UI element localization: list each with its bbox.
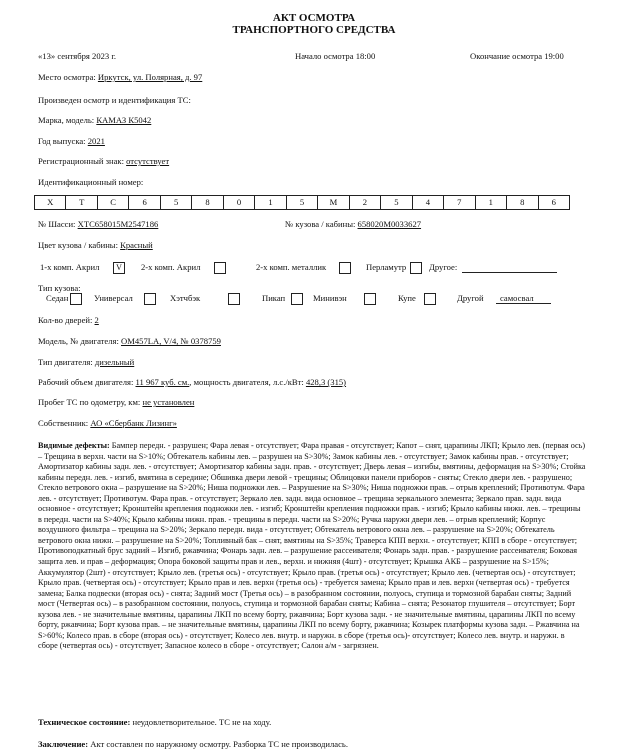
year-of-manufacture <box>38 136 105 147</box>
paint-other-line[interactable] <box>462 272 557 273</box>
paint-opt3-checkbox[interactable] <box>339 262 351 274</box>
doors-count <box>38 315 99 326</box>
engine-model-label: Модель, № двигателя: <box>38 336 122 346</box>
mileage-label: Пробег ТС по одометру, км: <box>38 397 143 407</box>
body-color <box>38 240 153 251</box>
doors-value: 2 <box>94 315 99 325</box>
vin-cell: М <box>318 196 349 209</box>
vin-cell: С <box>98 196 129 209</box>
tech-value: неудовлетворительное. ТС не на ходу. <box>130 717 272 727</box>
vin-cell: 5 <box>161 196 192 209</box>
doc-title-line1: АКТ ОСМОТРА <box>272 12 356 24</box>
defects-text: Бампер передн. - разрушен; Фара левая - отсутствует; Фара правая - отсутствует; Капот – снят, царапины ЛКП; Крыло лев. (первая ось) – Трещина в верхн. части на S>10%; Обтекатель кабины лев. – разрушен на S>30%; Замок кабины лев. - отсутствует; Замок кабины прав. - отсутствует; Амортизатор кабины задн. лев. - отсутствует; Амортизатор кабины задн. прав. - отсутствует; Дверь левая – изгибы, вмятины, деформация на S>30%; Стойка кабины передн. лев. - изгиб, вмятина в середине; Обшивка двери левой - трещины; Облицовки панели приборов - сняты; Стекло двери лев. - разрушено; Стекло ветрового окна – разрушение на S>20%; Ниша подножки лев. – Разрушение на S>30%; Ниша подножки прав. – отрыв креплений; Противотум. Фара лев. - отсутствует; Противотум. Фара прав. - отсутствует; Зеркало лев. задн. вида основное – трещина зеркального элемента; Зеркало прав. задн. вида основное - отсутствует; Кронштейн крепления подножки лев. - изгиб; Кронштейн крепления подножки прав. - изгиб; Крыло кабины нижн. лев. – трещины в передн. части на S>40%; Крыло кабины нижн. прав. - трещины в передн. части на S>20%; Ручка наружн двери лев. – отрыв креплений; Корпус воздушного фильтра – трещина на S>20%; Зеркало передн. вида - отсутствует; Обтекатель ветрового окна лев. – разрушение на S>20%; Обтекатель ветрового окна нижн. – разрушение на S>20%; Топливный бак – снят, вмятины на S>35%; Траверса КПП верхн. - отсутствует; КПП в сборе - отсутствует; Противоподкатный брус задний – Изгиб, ржавчина; Фонарь задн. лев. – разрушение рассеивателя; Фонарь задн. прав. - разрушение рассеивателя; Боковая защита лев. и прав – деформация; Опора боковой защиты прав и лев., верхн. и нижняя (4шт) - отсутствует; Крышка АКБ – разрушение на S>15%; Аккумулятор (2шт) - отсутствует; Крыло лев. (третья ось) - отсутствует; Крыло прав. (третья ось) - отсутствует; Крыло лев. (четвертая ось) - отсутствует; Крыло прав. (четвертая ось) - отсутствует; Крыло прав и лев. верхн (третья ось) - требуется замена; Крыло прав и лев. верхн (четвертая ось) - требуется замена; Балка подвески (вторая ось) - снята; Задний мост (Третья ось) – в разобранном состоянии, полуось, ступица и тормозной барабан сняты; Задний мост (Четвертая ось) – в разобранном состоянии, полуось, ступица и тормозной барабан сняты; Кабина – снята; Резонатор глушителя – отсутствует; Борт кузова лев. - не значительные вмятины, царапины ЛКП по всему борту, ржавчина; Борт кузова задн. - не значительные вмятины, царапины ЛКП по всему борту, ржавчина; Борт кузова прав. – не значительные вмятины, царапины ЛКП по всему борту, ржавчина; Козырек платформы кузова задн. – Ржавчина на S>60%; Колесо прав. в сборе (вторая ось) - отсутствует; Колесо лев. внутр. и наружн. в сборе (третья ось)- отсутствует; Колесо лев. внутр. и наружн. в сборе (четвертая ось) - отсутствует; Запасное колесо в сборе - отсутствует; Салон а/м - загрязнен. <box>38 441 586 651</box>
mileage-value: не установлен <box>142 397 195 407</box>
paint-opt1-label: 1-х комп. Акрил <box>40 262 100 272</box>
pickup-checkbox[interactable] <box>291 293 303 305</box>
body-label: № кузова / кабины: <box>285 219 358 229</box>
body-type-other-value: самосвал <box>500 293 534 303</box>
paint-opt2-label: 2-х комп. Акрил <box>141 262 201 272</box>
power-value: 428,3 (315) <box>305 377 347 387</box>
hatchback-checkbox[interactable] <box>228 293 240 305</box>
vin-cell: 1 <box>255 196 286 209</box>
color-label: Цвет кузова / кабины: <box>38 240 121 250</box>
technical-condition <box>38 717 271 728</box>
visible-defects <box>38 441 586 652</box>
brand-model <box>38 115 151 126</box>
owner <box>38 418 177 429</box>
reg-value: отсутствует <box>126 156 170 166</box>
engine-model <box>38 336 221 347</box>
volume-label: Рабочий объем двигателя: <box>38 377 136 387</box>
engine-model-value: ОМ457LA, V/4, № 0378759 <box>121 336 221 346</box>
engine-type-label: Тип двигателя: <box>38 357 95 367</box>
vin-grid <box>34 195 570 210</box>
vin-cell: Х <box>35 196 66 209</box>
vin-label: Идентификационный номер: <box>38 177 144 187</box>
vin-cell: 4 <box>413 196 444 209</box>
conclusion-value: Акт составлен по наружному осмотру. Разборка ТС не производилась. <box>88 739 348 749</box>
paint-opt2-checkbox[interactable] <box>214 262 226 274</box>
chassis-number <box>38 219 158 230</box>
vin-cell: 8 <box>192 196 223 209</box>
year-value: 2021 <box>87 136 105 146</box>
body-value: 658020М0033627 <box>357 219 422 229</box>
coupe-checkbox[interactable] <box>424 293 436 305</box>
paint-opt4-checkbox[interactable] <box>410 262 422 274</box>
vin-cell: 2 <box>350 196 381 209</box>
color-value: Красный <box>120 240 153 250</box>
body-type-coupe: Купе <box>398 293 416 303</box>
owner-value: АО «Сбербанк Лизинг» <box>90 418 177 428</box>
tech-label: Техническое состояние: <box>38 717 131 727</box>
sedan-checkbox[interactable] <box>70 293 82 305</box>
reg-label: Регистрационный знак: <box>38 156 127 166</box>
vin-cell: 6 <box>129 196 160 209</box>
place-label: Место осмотра: <box>38 72 98 82</box>
paint-other-label: Другое: <box>429 262 458 272</box>
inspection-date: «13» сентября 2023 г. <box>38 51 117 61</box>
engine-type-value: дизельный <box>94 357 135 367</box>
mileage <box>38 397 194 408</box>
vin-cell: Т <box>66 196 97 209</box>
inspection-start: Начало осмотра 18:00 <box>295 51 376 61</box>
doors-label: Кол-во дверей: <box>38 315 95 325</box>
paint-opt3-label: 2-х комп. металлик <box>256 262 327 272</box>
defects-label: Видимые дефекты: <box>38 441 110 450</box>
brand-label: Марка, модель: <box>38 115 97 125</box>
volume-value: 11 967 куб. см. <box>135 377 190 387</box>
vin-cell: 5 <box>381 196 412 209</box>
wagon-checkbox[interactable] <box>144 293 156 305</box>
chassis-label: № Шасси: <box>38 219 78 229</box>
conclusion <box>38 739 348 750</box>
owner-label: Собственник: <box>38 418 91 428</box>
vin-cell: 1 <box>476 196 507 209</box>
place-value: Иркутск, ул. Полярная, д. 97 <box>97 72 203 82</box>
body-type-other-line <box>496 303 551 304</box>
body-type-hatchback: Хэтчбэк <box>170 293 201 303</box>
body-type-wagon: Универсал <box>94 293 133 303</box>
engine-volume-power <box>38 377 346 388</box>
registration-plate <box>38 156 169 167</box>
body-type-pickup: Пикап <box>262 293 286 303</box>
body-number <box>285 219 421 230</box>
doc-title-line2: ТРАНСПОРТНОГО СРЕДСТВА <box>232 24 396 36</box>
inspection-place <box>38 72 202 83</box>
body-type-sedan: Седан <box>46 293 69 303</box>
vin-cell: 6 <box>551 197 556 207</box>
body-type-label: Тип кузова: <box>38 283 81 293</box>
conclusion-label: Заключение: <box>38 739 89 749</box>
engine-type <box>38 357 134 368</box>
power-label: , мощность двигателя, л.с./кВт: <box>189 377 306 387</box>
brand-value: КАМАЗ К5042 <box>96 115 152 125</box>
paint-opt1-checkbox[interactable]: V <box>113 262 125 274</box>
vin-cell: 0 <box>224 196 255 209</box>
year-label: Год выпуска: <box>38 136 88 146</box>
vin-cell: 8 <box>507 196 538 209</box>
body-type-minivan: Минивэн <box>313 293 347 303</box>
performed-text: Произведен осмотр и идентификация ТС: <box>38 95 191 105</box>
vin-cell: 5 <box>287 196 318 209</box>
chassis-value: ХТС658015М2547186 <box>77 219 159 229</box>
body-type-other: Другой <box>457 293 484 303</box>
inspection-end: Окончание осмотра 19:00 <box>470 51 564 61</box>
paint-opt4-label: Перламутр <box>366 262 407 272</box>
vin-cell: 7 <box>444 196 475 209</box>
minivan-checkbox[interactable] <box>364 293 376 305</box>
